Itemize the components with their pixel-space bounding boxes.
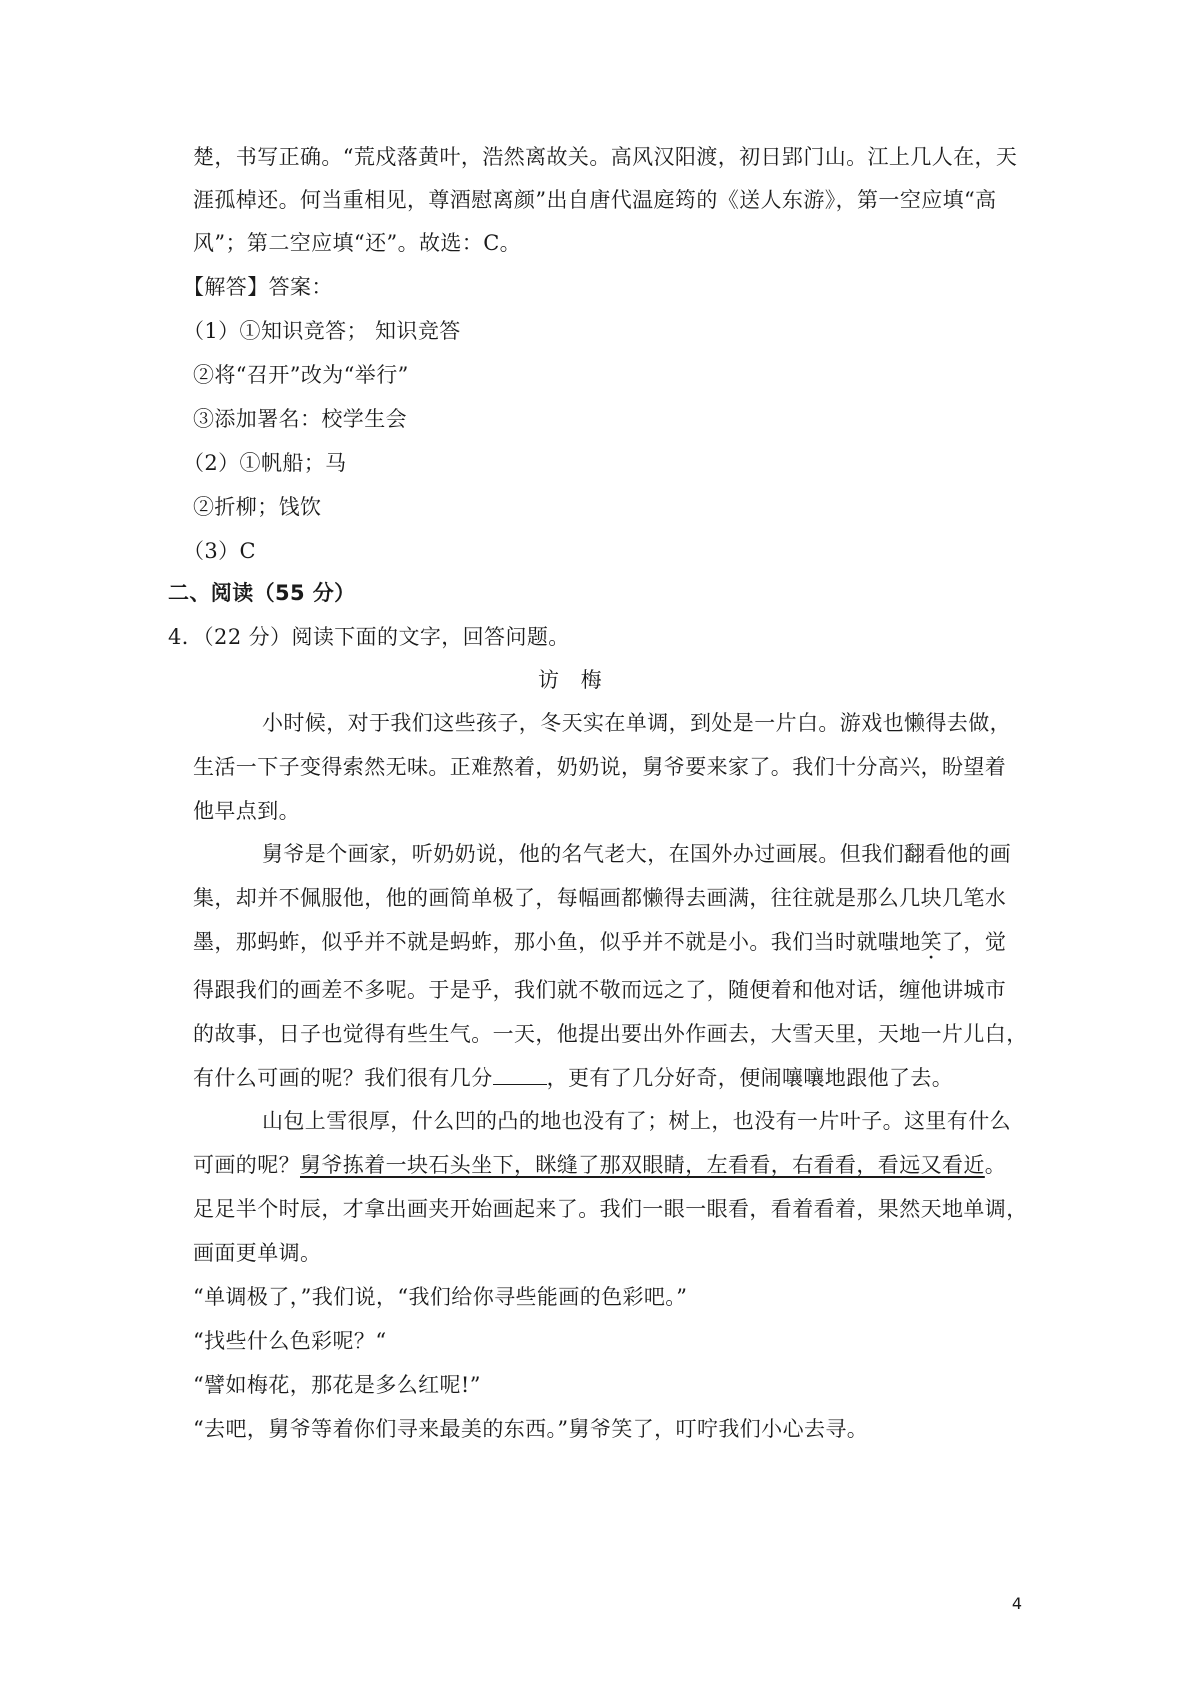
para2-line bbox=[193, 1062, 953, 1093]
answer-line: （3）C bbox=[183, 539, 257, 563]
para2-line: 得跟我们的画差不多呢。于是乎，我们就不敬而远之了，随便着和他对话，缠他讲城市 bbox=[193, 978, 1007, 1002]
para3-line: 画面更单调。 bbox=[193, 1241, 322, 1265]
text-span: 墨，那蚂蚱，似乎并不就是蚂蚱，那小鱼，似乎并不就是小。我们当时就嗤地 bbox=[193, 930, 921, 954]
answer-line: ②折柳；饯饮 bbox=[193, 495, 322, 519]
top-line-3: 风”；第二空应填“还”。故选：C。 bbox=[193, 231, 522, 255]
para2-line bbox=[193, 927, 1006, 957]
text-span: ，更有了几分好奇，便闹嚷嚷地跟他了去。 bbox=[546, 1066, 954, 1090]
para3-line: 足足半个时辰，才拿出画夹开始画起来了。我们一眼一眼看，看着看着，果然天地单调， bbox=[193, 1197, 1028, 1221]
text-span: 。 bbox=[984, 1153, 1007, 1177]
answer-heading: 【解答】答案： bbox=[183, 275, 333, 299]
para2-line: 集，却并不佩服他，他的画简单极了，每幅画都懒得去画满，往往就是那么几块几笔水 bbox=[193, 886, 1007, 910]
article-title: 访 梅 bbox=[538, 668, 603, 692]
text-span: 可画的呢？ bbox=[193, 1153, 300, 1177]
section-title: 二、阅读（55 分） bbox=[168, 581, 356, 605]
emphasis-dot-char: 笑 bbox=[920, 930, 943, 954]
answer-line: （1）①知识竞答； 知识竞答 bbox=[183, 319, 461, 343]
text-span: 了，觉 bbox=[942, 930, 1007, 954]
question-prompt: 4．（22 分）阅读下面的文字，回答问题。 bbox=[168, 625, 570, 649]
para1-line: 生活一下子变得索然无味。正难熬着，奶奶说，舅爷要来家了。我们十分高兴，盼望着 bbox=[193, 755, 1007, 779]
fill-blank[interactable] bbox=[493, 1062, 547, 1085]
para1-line: 小时候，对于我们这些孩子，冬天实在单调，到处是一片白。游戏也懒得去做， bbox=[262, 711, 1011, 735]
page-number: 4 bbox=[1011, 1594, 1022, 1613]
answer-line: ③添加署名：校学生会 bbox=[193, 407, 407, 431]
para2-line: 舅爷是个画家，听奶奶说，他的名气老大，在国外办过画展。但我们翻看他的画 bbox=[262, 842, 1011, 866]
dialogue-line: “去吧，舅爷等着你们寻来最美的东西。”舅爷笑了，叮咛我们小心去寻。 bbox=[193, 1417, 869, 1441]
para1-line: 他早点到。 bbox=[193, 799, 300, 823]
text-span: 有什么可画的呢？我们很有几分 bbox=[193, 1066, 493, 1090]
para2-line: 的故事，日子也觉得有些生气。一天，他提出要出外作画去，大雪天里，天地一片儿白， bbox=[193, 1022, 1028, 1046]
para3-line: 山包上雪很厚，什么凹的凸的地也没有了；树上，也没有一片叶子。这里有什么 bbox=[262, 1109, 1011, 1133]
dialogue-line: “譬如梅花，那花是多么红呢!” bbox=[193, 1373, 481, 1397]
top-line-1: 楚，书写正确。“荒戍落黄叶，浩然离故关。高风汉阳渡，初日郢门山。江上几人在，天 bbox=[193, 145, 1018, 169]
dialogue-line: “单调极了，”我们说，“我们给你寻些能画的色彩吧。” bbox=[193, 1285, 688, 1309]
para3-line bbox=[193, 1150, 1006, 1180]
underlined-sentence: 舅爷拣着一块石头坐下，眯缝了那双眼睛，左看看，右看看，看远又看近 bbox=[300, 1153, 985, 1177]
answer-line: ②将“召开”改为“举行” bbox=[193, 363, 409, 387]
top-line-2: 涯孤棹还。何当重相见，尊酒慰离颜”出自唐代温庭筠的《送人东游》，第一空应填“高 bbox=[193, 188, 997, 212]
dialogue-line: “找些什么色彩呢？“ bbox=[193, 1329, 387, 1353]
answer-line: （2）①帆船；马 bbox=[183, 451, 347, 475]
